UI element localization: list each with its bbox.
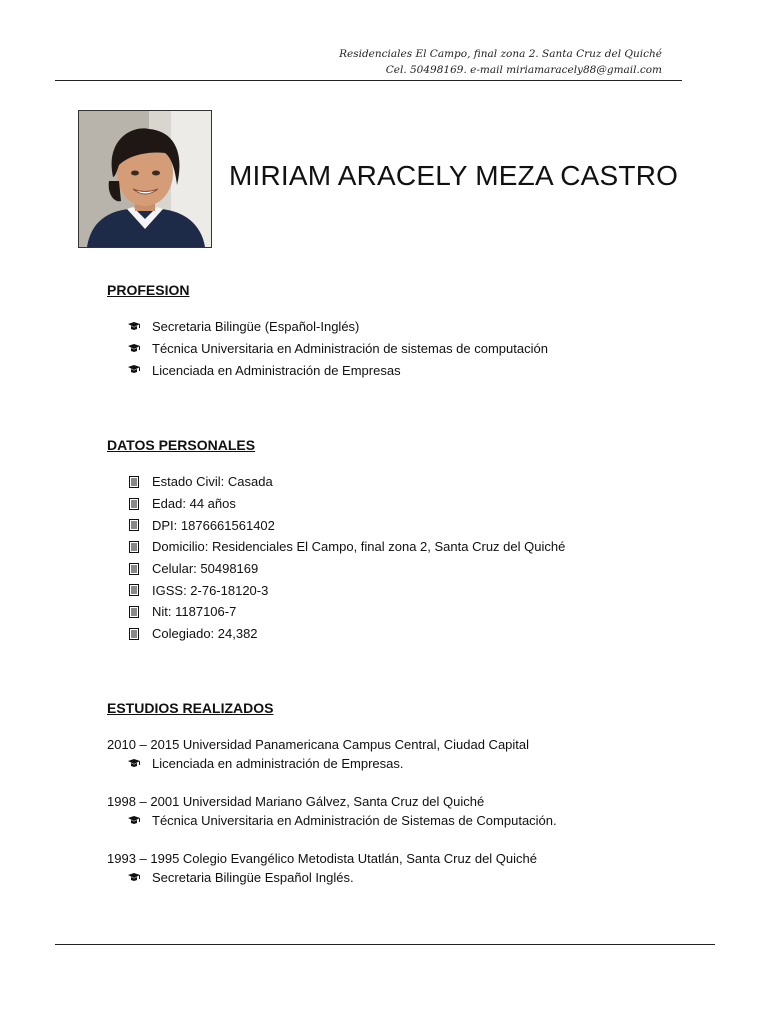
list-item [128,536,565,558]
list-item [128,623,565,645]
document-icon [128,541,141,553]
section-title-profesion: PROFESION [107,282,190,298]
list-item [128,359,548,381]
graduation-cap-icon [128,815,141,827]
datos-item-text: Celular: 50498169 [152,561,259,577]
graduation-cap-icon [128,758,141,770]
datos-item-text: Estado Civil: Casada [152,474,273,490]
document-icon [128,606,141,618]
study-degree-text: Secretaria Bilingüe Español Inglés. [152,870,354,885]
datos-item-text: Domicilio: Residenciales El Campo, final zona 2, Santa Cruz del Quiché [152,539,566,555]
datos-item-text: DPI: 1876661561402 [152,517,275,533]
list-item [128,316,548,338]
document-icon [128,498,141,510]
profile-photo-illustration [79,111,211,247]
datos-list [128,471,565,645]
profesion-list [128,316,548,381]
datos-item-text: Colegiado: 24,382 [152,626,258,642]
header-divider [55,80,682,81]
profesion-item-text: Técnica Universitaria en Administración de sistemas de computación [152,341,548,357]
candidate-name: MIRIAM ARACELY MEZA CASTRO [229,160,679,191]
list-item [128,471,565,493]
profile-photo [78,110,212,248]
document-icon [128,476,141,488]
datos-item-text: IGSS: 2-76-18120-3 [152,582,269,598]
study-degree-item [128,756,403,771]
section-title-datos-personales: DATOS PERSONALES [107,437,256,453]
list-item [128,601,565,623]
list-item [128,558,565,580]
list-item [128,338,548,360]
list-item [128,493,565,515]
document-icon [128,519,141,531]
study-institution-line: 1993 – 1995 Colegio Evangélico Metodista Utatlán, Santa Cruz del Quiché [107,851,537,866]
list-item [128,514,565,536]
document-icon [128,563,141,575]
study-institution-line: 1998 – 2001 Universidad Mariano Gálvez, Santa Cruz del Quiché [107,794,485,809]
section-title-estudios: ESTUDIOS REALIZADOS [107,700,274,716]
footer-divider [55,944,715,945]
datos-item-text: Edad: 44 años [152,496,236,512]
study-degree-text: Licenciada en administración de Empresas. [152,756,404,771]
graduation-cap-icon [128,321,141,333]
graduation-cap-icon [128,343,141,355]
datos-item-text: Nit: 1187106-7 [152,604,237,620]
profesion-item-text: Secretaria Bilingüe (Español-Inglés) [152,319,360,335]
study-degree-text: Técnica Universitaria en Administración de Sistemas de Computación. [152,813,557,828]
header-address: Residenciales El Campo, final zona 2. Santa Cruz del Quiché [339,48,662,60]
document-icon [128,584,141,596]
header-contact-block [339,46,662,78]
document-icon [128,628,141,640]
list-item [128,579,565,601]
study-degree-item [128,870,354,885]
graduation-cap-icon [128,364,141,376]
graduation-cap-icon [128,872,141,884]
study-degree-item [128,813,557,828]
profesion-item-text: Licenciada en Administración de Empresas [152,362,401,378]
header-contact: Cel. 50498169. e-mail miriamaracely88@gmail.com [385,64,662,76]
study-institution-line: 2010 – 2015 Universidad Panamericana Campus Central, Ciudad Capital [107,737,530,752]
